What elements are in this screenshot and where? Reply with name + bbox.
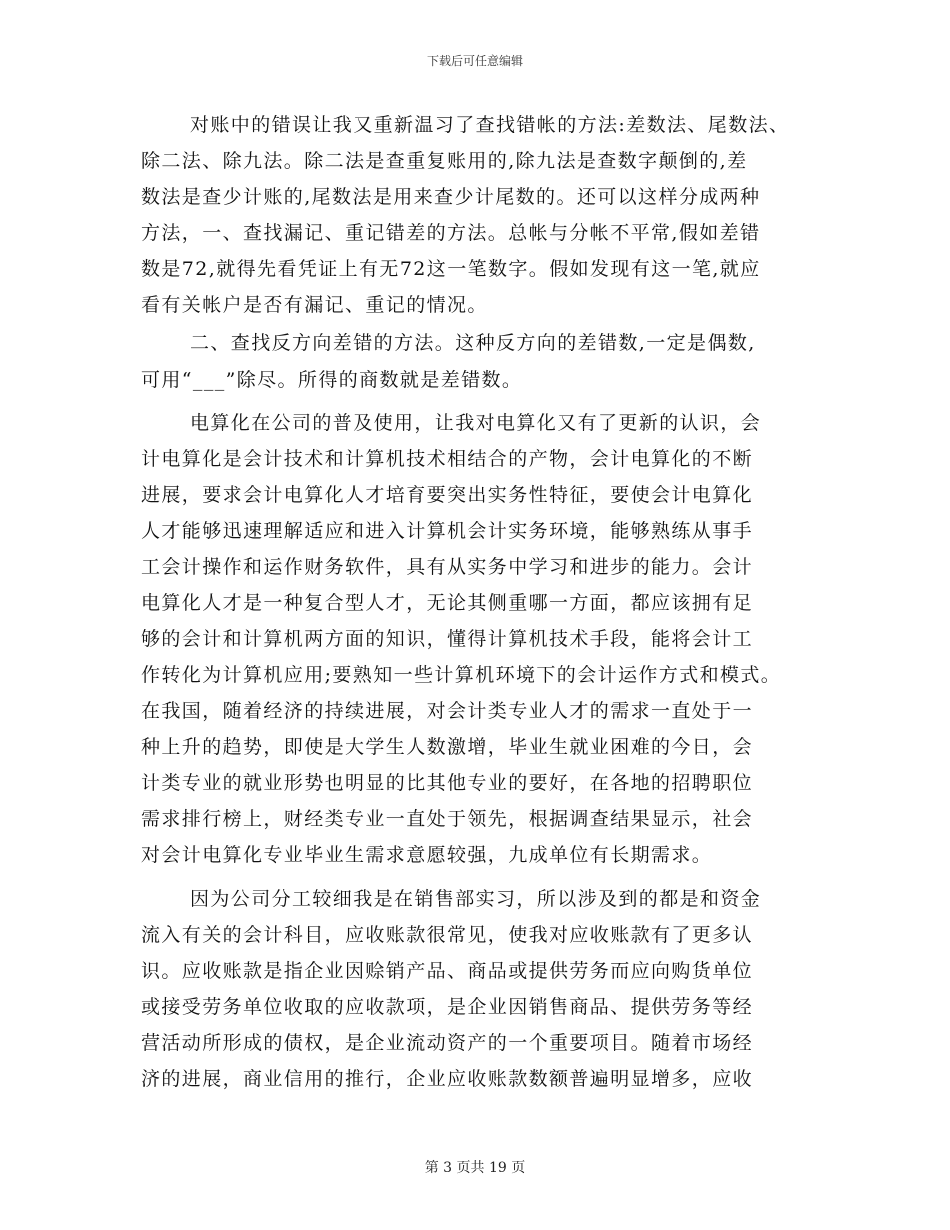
text-line: 济的进展，商业信用的推行，企业应收账款数额普遍明显增多，应收 <box>141 1068 754 1090</box>
text-line: 方法，一、查找漏记、重记错差的方法。总帐与分帐不平常,假如差错 <box>141 222 761 244</box>
text-line: 够的会计和计算机两方面的知识，懂得计算机技术手段，能将会计工 <box>141 628 754 650</box>
text-line: 营活动所形成的债权，是企业流动资产的一个重要项目。随着市场经 <box>141 1032 754 1054</box>
text-line: 工会计操作和运作财务软件，具有从实务中学习和进步的能力。会计 <box>141 556 754 578</box>
text-line: 或接受劳务单位收取的应收款项，是企业因销售商品、提供劳务等经 <box>141 996 754 1018</box>
text-line: 作转化为计算机应用;要熟知一些计算机环境下的会计运作方式和模式。 <box>141 664 782 686</box>
text-line: 在我国，随着经济的持续进展，对会计类专业人才的需求一直处于一 <box>141 700 754 722</box>
text-line: 人才能够迅速理解适应和进入计算机会计实务环境，能够熟练从事手 <box>141 520 754 542</box>
text-line: 数是72,就得先看凭证上有无72这一笔数字。假如发现有这一笔,就应 <box>141 258 761 280</box>
text-line: 种上升的趋势，即使是大学生人数激增，毕业生就业困难的今日，会 <box>141 736 754 758</box>
text-line: 电算化在公司的普及使用，让我对电算化又有了更新的认识，会 <box>190 412 762 434</box>
text-line: 计电算化是会计技术和计算机技术相结合的产物，会计电算化的不断 <box>141 448 754 470</box>
text-line: 识。应收账款是指企业因赊销产品、商品或提供劳务而应向购货单位 <box>141 960 754 982</box>
text-line: 看有关帐户是否有漏记、重记的情况。 <box>141 294 488 316</box>
text-line: 计类专业的就业形势也明显的比其他专业的要好，在各地的招聘职位 <box>141 772 754 794</box>
page-footer: 第 3 页共 19 页 <box>424 1160 526 1176</box>
text-line: 对账中的错误让我又重新温习了查找错帐的方法:差数法、尾数法、 <box>190 114 790 136</box>
text-line: 可用“___”除尽。所得的商数就是差错数。 <box>141 369 523 391</box>
text-line: 对会计电算化专业毕业生需求意愿较强，九成单位有长期需求。 <box>141 844 713 866</box>
page-header: 下载后可任意编辑 <box>426 54 523 68</box>
text-line: 因为公司分工较细我是在销售部实习，所以涉及到的都是和资金 <box>190 888 762 910</box>
text-line: 二、查找反方向差错的方法。这种反方向的差错数,一定是偶数, <box>190 332 756 354</box>
text-line: 需求排行榜上，财经类专业一直处于领先，根据调查结果显示，社会 <box>141 808 754 830</box>
text-line: 进展，要求会计电算化人才培育要突出实务性特征，要使会计电算化 <box>141 484 754 506</box>
text-line: 流入有关的会计科目，应收账款很常见，使我对应收账款有了更多认 <box>141 924 754 946</box>
text-line: 除二法、除九法。除二法是查重复账用的,除九法是查数字颠倒的,差 <box>141 150 748 172</box>
text-line: 数法是查少计账的,尾数法是用来查少计尾数的。还可以这样分成两种 <box>141 186 761 208</box>
text-line: 电算化人才是一种复合型人才，无论其侧重哪一方面，都应该拥有足 <box>141 592 754 614</box>
